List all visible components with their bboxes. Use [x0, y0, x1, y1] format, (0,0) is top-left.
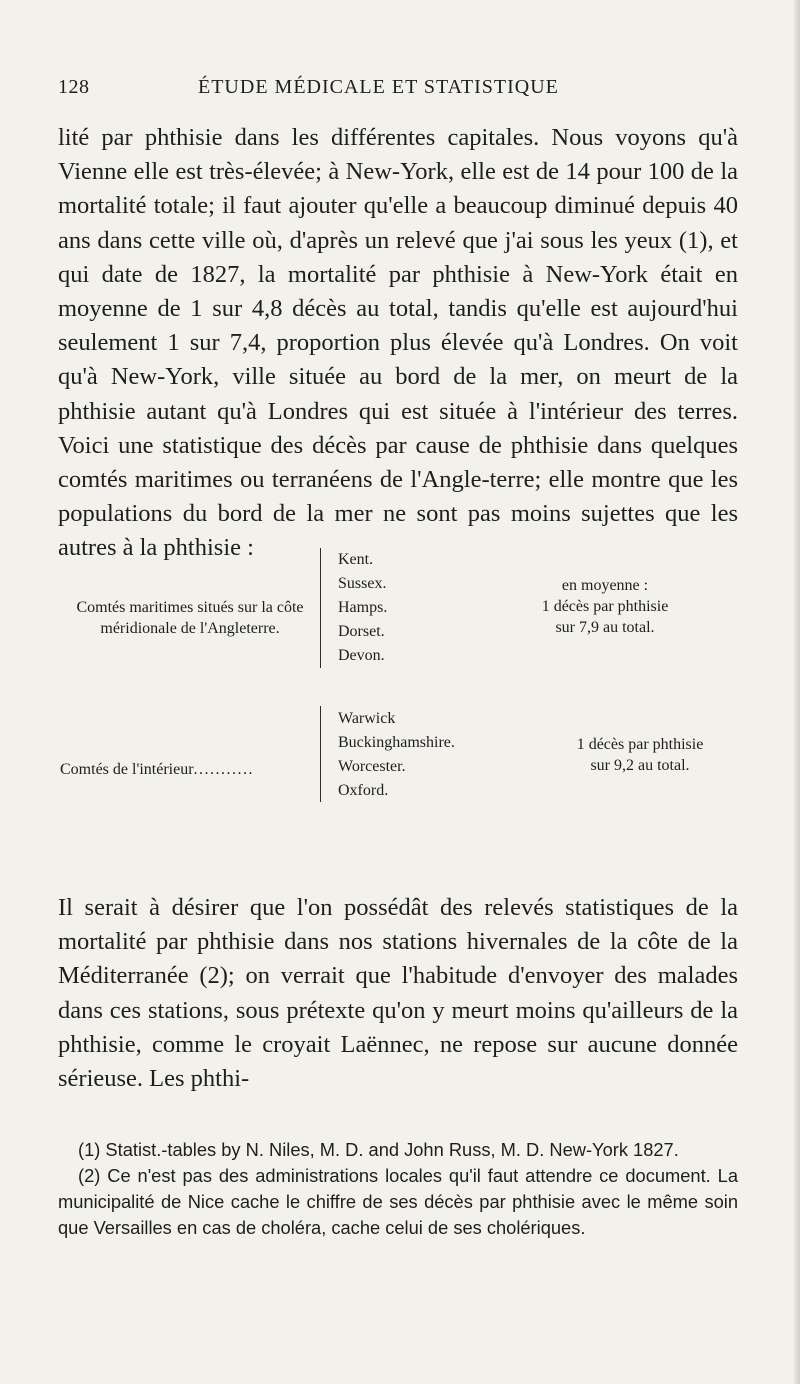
maritime-county-list	[338, 548, 387, 668]
maritime-label	[65, 597, 315, 639]
interior-label-text: Comtés de l'intérieur	[60, 761, 194, 778]
page-edge-shadow	[794, 0, 800, 1384]
maritime-result	[505, 575, 705, 638]
county-worcester: Worcester.	[338, 758, 406, 775]
footnote-1: (1) Statist.-tables by N. Niles, M. D. and John Russ, M. D. New-York 1827.	[78, 1139, 679, 1160]
interior-label-leader: ...........	[193, 761, 255, 778]
footnotes	[58, 1137, 738, 1241]
county-warwick: Warwick	[338, 710, 396, 727]
county-buckinghamshire: Buckinghamshire.	[338, 734, 455, 751]
interior-brace	[320, 706, 331, 802]
paragraph-2: Il serait à désirer que l'on possédât des relevés statistiques de la mortalité par phthisie dans nos stations hivernales de la côte de la Méditerranée (2); on verrait que l'habitude d'envoyer des malades dans ces stations, sous prétexte qu'on y meurt moins qu'ailleurs de la phthisie, comme le croyait Laënnec, ne repose sur aucune donnée sérieuse. Les phthi-	[58, 894, 738, 1093]
maritime-brace	[320, 548, 331, 668]
interior-result	[540, 734, 740, 776]
county-kent: Kent.	[338, 551, 374, 568]
county-devon: Devon.	[338, 647, 385, 664]
maritime-result-line2: 1 décès par phthisie	[541, 598, 669, 615]
county-dorset: Dorset.	[338, 623, 385, 640]
county-sussex: Sussex.	[338, 575, 387, 592]
interior-county-list	[338, 707, 455, 803]
maritime-result-line3: sur 7,9 au total.	[555, 619, 655, 636]
maritime-label-line2: méridionale de l'Angleterre.	[100, 620, 280, 637]
footnote-2: (2) Ce n'est pas des administrations locales qu'il faut attendre ce document. La municipalité de Nice cache le chiffre de ses décès par phthisie avec le même soin que Versailles en cas de choléra, cache celui de ses cholériques.	[58, 1165, 738, 1238]
maritime-label-line1: Comtés maritimes situés sur la côte	[76, 599, 304, 616]
maritime-result-line1: en moyenne :	[561, 577, 649, 594]
county-oxford: Oxford.	[338, 782, 389, 799]
interior-label	[60, 759, 254, 780]
page-number: 128	[58, 76, 90, 98]
paragraph-1: lité par phthisie dans les différentes capitales. Nous voyons qu'à Vienne elle est très-élevée; à New-York, elle est de 14 pour 100 de la mortalité totale; il faut ajouter qu'elle a beaucoup diminué depuis 40 ans dans cette ville où, d'après un relevé que j'ai sous les yeux (1), et qui date de 1827, la mortalité par phthisie à New-York était en moyenne de 1 sur 4,8 décès au total, tandis qu'elle est aujourd'hui seulement 1 sur 7,4, proportion plus élevée qu'à Londres. On voit qu'à New-York, ville située au bord de la mer, on meurt de la phthisie autant qu'à Londres qui est située à l'intérieur des terres. Voici une statistique des décès par cause de phthisie dans quelques comtés maritimes ou terranéens de l'Angle-terre; elle montre que les populations du bord de la mer ne sont pas moins sujettes que les autres à la phthisie :	[58, 124, 738, 562]
running-title: ÉTUDE MÉDICALE ET STATISTIQUE	[198, 76, 559, 98]
interior-result-line1: 1 décès par phthisie	[576, 736, 704, 753]
interior-result-line2: sur 9,2 au total.	[590, 757, 690, 774]
county-hamps: Hamps.	[338, 599, 388, 616]
